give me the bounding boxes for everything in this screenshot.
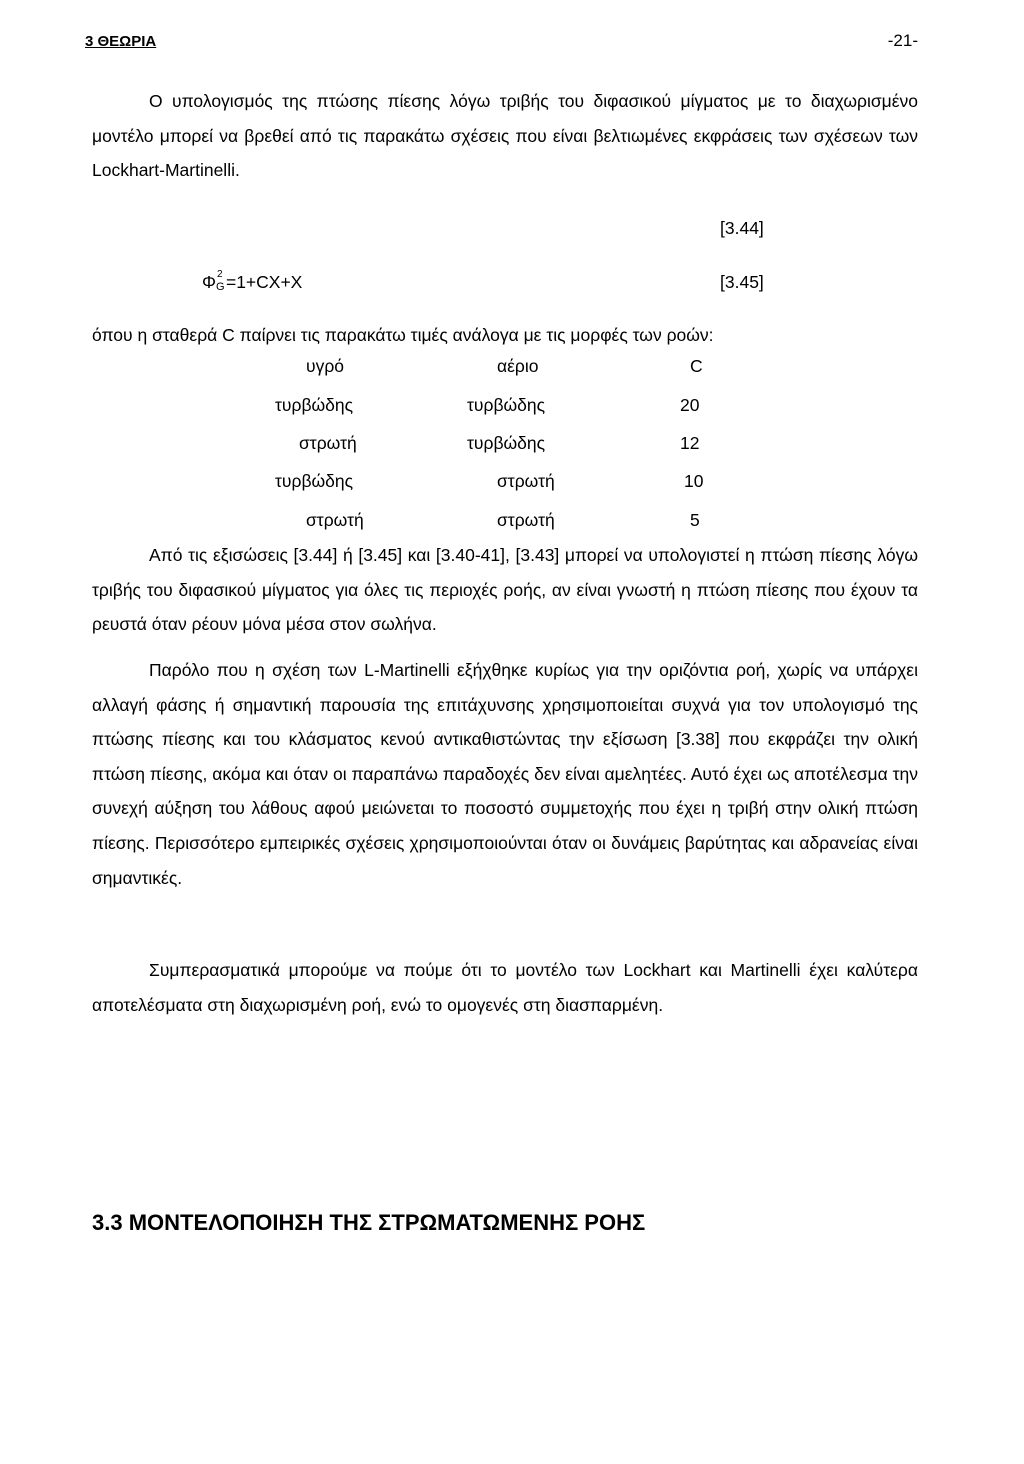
- section-title: 3.3 ΜΟΝΤΕΛΟΠΟΙΗΣΗ ΤΗΣ ΣΤΡΩΜΑΤΩΜΕΝΗΣ ΡΟΗΣ: [92, 1210, 646, 1235]
- table-cell: τυρβώδης: [467, 433, 546, 453]
- table-cell: τυρβώδης: [467, 395, 546, 415]
- table-cell: τυρβώδης: [275, 395, 354, 415]
- equation-ref-344: [3.44]: [720, 218, 764, 238]
- equation-superscript: 2: [216, 269, 223, 280]
- page-number: -21-: [887, 31, 918, 50]
- table-header-gas: αέριο: [497, 356, 539, 376]
- equation-345: [202, 269, 303, 293]
- intro-paragraph: Ο υπολογισμός της πτώσης πίεσης λόγω τριβής του διφασικού μίγματος με το διαχωρισμένο μοντέλο μπορεί να βρεθεί από τις παρακάτω σχέσεις που είναι βελτιωμένες εκφράσεις των σχέσεων των Lockhart-Martinelli.: [92, 91, 918, 181]
- paragraph-1: Από τις εξισώσεις [3.44] ή [3.45] και [3.40-41], [3.43] μπορεί να υπολογιστεί η πτώση πίεσης λόγω τριβής του διφασικού μίγματος για όλες τις περιοχές ροής, αν είναι γνωστή η πτώση πίεσης που έχουν τα ρευστά όταν ρέουν μόνα μέσα στον σωλήνα.: [92, 545, 918, 635]
- table-cell: 20: [680, 395, 700, 415]
- equation-rhs: =1+CX+X: [225, 272, 303, 292]
- table-cell: στρωτή: [299, 433, 357, 453]
- page-header: [85, 33, 918, 55]
- table-cell: στρωτή: [306, 510, 364, 530]
- equation-ref-345: [3.45]: [720, 272, 764, 292]
- table-header-liquid: υγρό: [306, 356, 345, 376]
- paragraph-3: Συμπερασματικά μπορούμε να πούμε ότι το μοντέλο των Lockhart και Martinelli έχει καλύτερα αποτελέσματα στη διαχωρισμένη ροή, ενώ το ομογενές στη διασπαρμένη.: [92, 960, 918, 1015]
- phi-symbol: Φ: [202, 272, 216, 292]
- table-cell: 10: [684, 471, 704, 491]
- table-cell: στρωτή: [497, 510, 555, 530]
- table-cell: 12: [680, 433, 700, 453]
- chapter-title: 3 ΘΕΩΡΙΑ: [85, 33, 157, 50]
- table-header-c: C: [690, 356, 703, 376]
- constant-intro: όπου η σταθερά C παίρνει τις παρακάτω τιμές ανάλογα με τις μορφές των ροών:: [92, 325, 714, 345]
- table-cell: 5: [690, 510, 700, 530]
- table-cell: τυρβώδης: [275, 471, 354, 491]
- paragraph-2: Παρόλο που η σχέση των L-Martinelli εξήχθηκε κυρίως για την οριζόντια ροή, χωρίς να υπάρχει αλλαγή φάσης ή σημαντική παρουσία της επιτάχυνσης χρησιμοποιείται συχνά για τον υπολογισμό της πτώσης πίεσης και του κλάσματος κενού αντικαθιστώντας την εξίσωση [3.38] που εκφράζει την ολική πτώση πίεσης, ακόμα και όταν οι παραπάνω παραδοχές δεν είναι αμελητέες. Αυτό έχει ως αποτέλεσμα την συνεχή αύξηση του λάθους αφού μειώνεται το ποσοστό συμμετοχής που έχει η τριβή στην ολική πτώση πίεσης. Περισσότερο εμπειρικές σχέσεις χρησιμοποιούνται όταν οι δυνάμεις βαρύτητας και αδρανείας είναι σημαντικές.: [92, 660, 918, 888]
- table-cell: στρωτή: [497, 471, 555, 491]
- equation-subscript: G: [215, 281, 225, 293]
